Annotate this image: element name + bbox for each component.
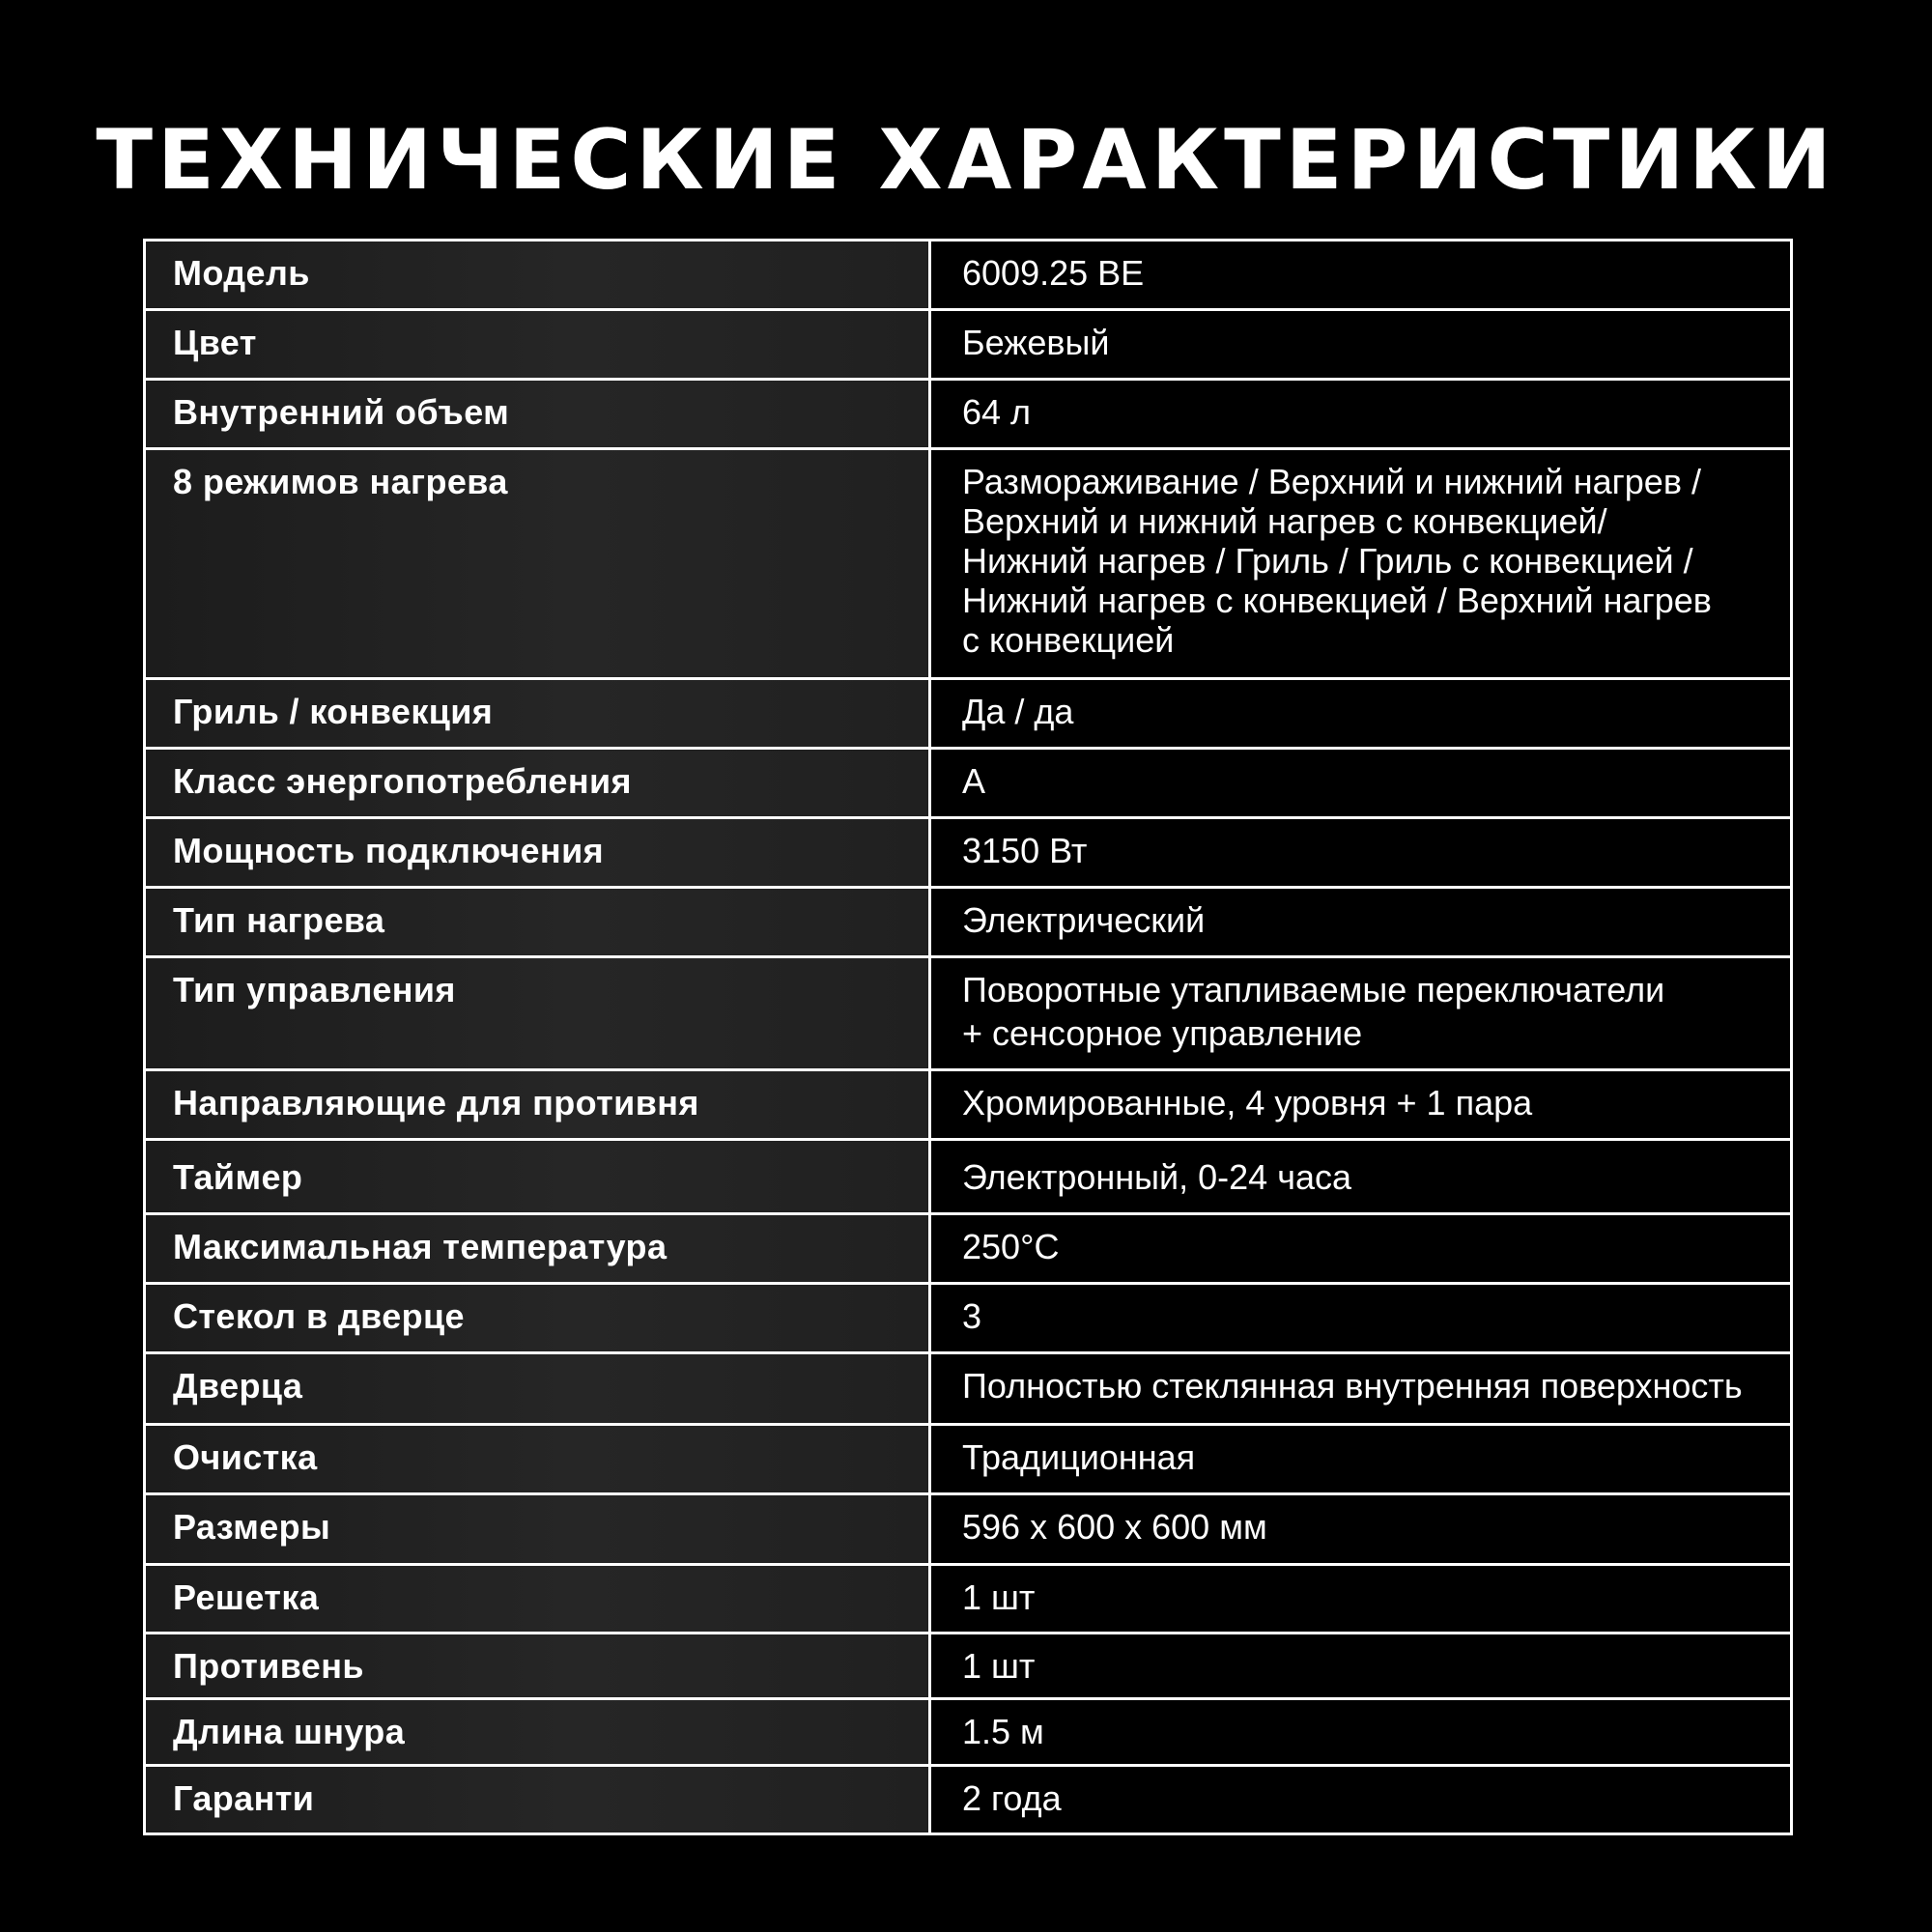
spec-label: Противень (145, 1634, 930, 1699)
spec-value-line: Поворотные утапливаемые переключатели (962, 970, 1665, 1009)
spec-label: Цвет (145, 310, 930, 380)
spec-label: Гриль / конвекция (145, 679, 930, 749)
spec-value-line: Нижний нагрев с конвекцией / Верхний нагрев (962, 581, 1712, 620)
spec-value: Традиционная (930, 1425, 1792, 1494)
spec-value-line: Размораживание / Верхний и нижний нагрев / (962, 462, 1701, 501)
spec-value-line: Верхний и нижний нагрев с конвекцией/ (962, 501, 1607, 541)
spec-value: Электрический (930, 888, 1792, 957)
spec-label: Максимальная температура (145, 1214, 930, 1284)
spec-label: Направляющие для противня (145, 1070, 930, 1140)
table-row (145, 888, 1792, 957)
spec-label: Дверца (145, 1353, 930, 1425)
spec-value: 1 шт (930, 1565, 1792, 1634)
spec-value-line: Нижний нагрев / Гриль / Гриль с конвекцией / (962, 541, 1693, 581)
spec-value: 596 x 600 x 600 мм (930, 1494, 1792, 1565)
table-row (145, 1634, 1792, 1699)
spec-label: Стекол в дверце (145, 1284, 930, 1353)
spec-value (930, 957, 1792, 1070)
table-row (145, 310, 1792, 380)
spec-value: 3150 Вт (930, 818, 1792, 888)
spec-label: Очистка (145, 1425, 930, 1494)
spec-label: Тип нагрева (145, 888, 930, 957)
spec-value: Бежевый (930, 310, 1792, 380)
table-row (145, 1766, 1792, 1834)
table-row (145, 1214, 1792, 1284)
spec-label: Модель (145, 241, 930, 310)
spec-value: 1.5 м (930, 1699, 1792, 1766)
spec-value-line: + сенсорное управление (962, 1013, 1363, 1053)
table-row (145, 1353, 1792, 1425)
table-row (145, 241, 1792, 310)
spec-label: Длина шнура (145, 1699, 930, 1766)
table-row (145, 957, 1792, 1070)
table-row (145, 1699, 1792, 1766)
table-row (145, 749, 1792, 818)
spec-value: Хромированные, 4 уровня + 1 пара (930, 1070, 1792, 1140)
spec-value: 250°C (930, 1214, 1792, 1284)
spec-label: Размеры (145, 1494, 930, 1565)
spec-label: Таймер (145, 1140, 930, 1214)
spec-value: Полностью стеклянная внутренняя поверхность (930, 1353, 1792, 1425)
spec-label: Класс энергопотребления (145, 749, 930, 818)
table-row (145, 1070, 1792, 1140)
spec-value: 64 л (930, 380, 1792, 449)
table-row (145, 380, 1792, 449)
spec-value: A (930, 749, 1792, 818)
table-row (145, 1494, 1792, 1565)
spec-value: Электронный, 0-24 часа (930, 1140, 1792, 1214)
table-row (145, 1284, 1792, 1353)
spec-label: 8 режимов нагрева (145, 449, 930, 679)
spec-value: Да / да (930, 679, 1792, 749)
spec-label: Мощность подключения (145, 818, 930, 888)
spec-label: Решетка (145, 1565, 930, 1634)
spec-value-line: с конвекцией (962, 620, 1175, 660)
page-title: ТЕХНИЧЕСКИЕ ХАРАКТЕРИСТИКИ (96, 112, 1836, 209)
spec-label: Тип управления (145, 957, 930, 1070)
spec-value (930, 449, 1792, 679)
spec-label: Гаранти (145, 1766, 930, 1834)
table-row (145, 449, 1792, 679)
spec-label: Внутренний объем (145, 380, 930, 449)
spec-value: 6009.25 BE (930, 241, 1792, 310)
table-row (145, 1140, 1792, 1214)
table-row (145, 1565, 1792, 1634)
table-row (145, 1425, 1792, 1494)
table-row (145, 679, 1792, 749)
table-row (145, 818, 1792, 888)
specifications-table (143, 239, 1793, 1835)
spec-value: 2 года (930, 1766, 1792, 1834)
spec-value: 1 шт (930, 1634, 1792, 1699)
spec-value: 3 (930, 1284, 1792, 1353)
